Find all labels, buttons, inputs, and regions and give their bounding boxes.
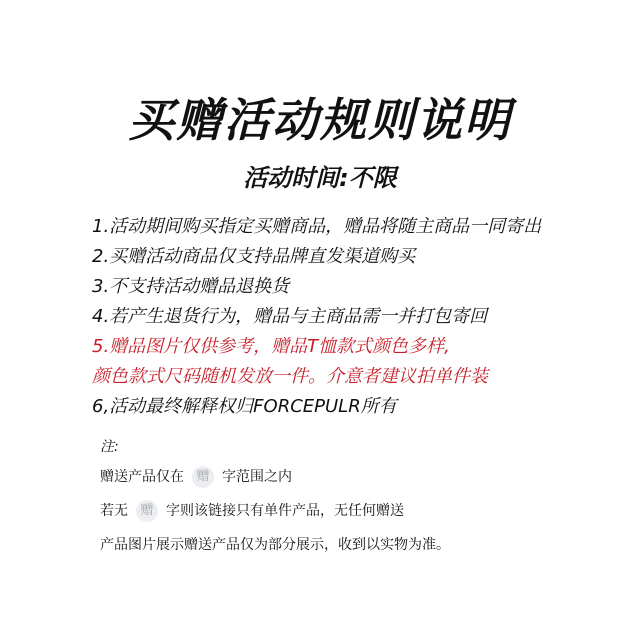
rule-item-highlight: 颜色款式尺码随机发放一件。介意者建议拍单件装 <box>92 366 488 387</box>
rule-item: 4.若产生退货行为，赠品与主商品需一并打包寄回 <box>92 306 488 327</box>
note-line <box>100 466 620 488</box>
notes-section <box>100 436 620 568</box>
note-text: 字则该链接只有单件产品，无任何赠送 <box>166 503 404 519</box>
note-text: 产品图片展示赠送产品仅为部分展示，收到以实物为准。 <box>100 537 450 553</box>
notes-heading: 注: <box>100 439 119 455</box>
page-title: 买赠活动规则说明 <box>128 93 512 147</box>
rule-item: 2.买赠活动商品仅支持品牌直发渠道购买 <box>92 246 416 267</box>
rule-item: 3.不支持活动赠品退换货 <box>92 276 290 297</box>
gift-badge-icon: 赠 <box>136 500 158 522</box>
rule-item: 1.活动期间购买指定买赠商品，赠品将随主商品一同寄出 <box>92 216 542 237</box>
rule-item: 6,活动最终解释权归FORCEPULR所有 <box>92 396 397 417</box>
note-text: 字范围之内 <box>222 469 292 485</box>
rules-list <box>92 212 632 422</box>
gift-badge-icon: 赠 <box>192 466 214 488</box>
rule-item-highlight: 5.赠品图片仅供参考，赠品T恤款式颜色多样, <box>92 336 450 357</box>
note-line <box>100 534 620 556</box>
note-text: 赠送产品仅在 <box>100 469 184 485</box>
note-line <box>100 500 620 522</box>
activity-time: 活动时间:不限 <box>243 164 397 192</box>
note-text: 若无 <box>100 503 128 519</box>
